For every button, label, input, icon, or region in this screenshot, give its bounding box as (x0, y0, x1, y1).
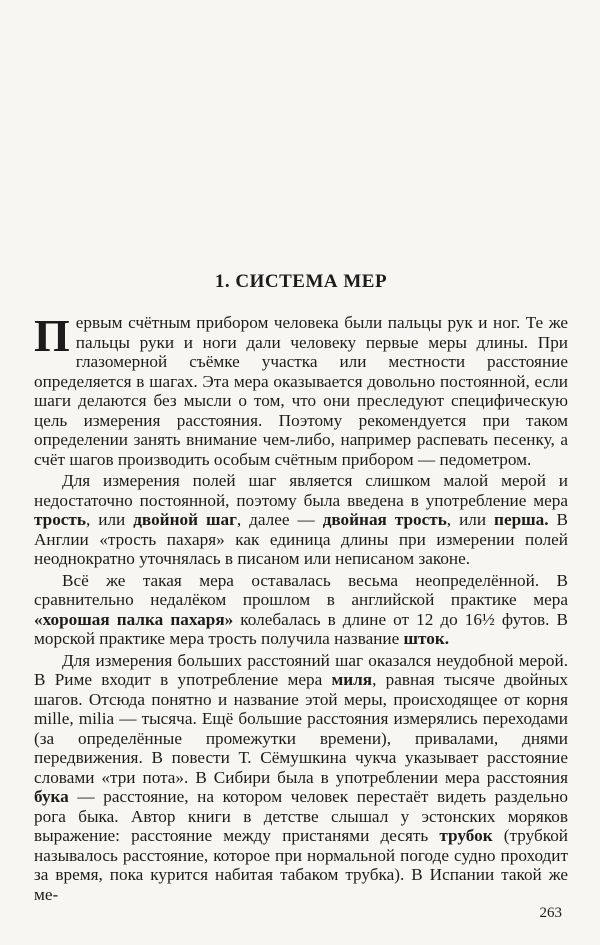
paragraph-3 (34, 571, 568, 649)
term-persha: перша. (494, 510, 549, 529)
paragraph-2-text-4: , или (446, 510, 495, 529)
paragraph-3-text-2: колебалась в длине от 12 до 16½ футов. В морской практике мера трость получила название (34, 609, 568, 648)
paragraph-2-text-1: Для измерения полей шаг является слишком малой мерой и недостаточно постоянной, поэтому была введена в употребление мера (34, 471, 568, 510)
term-khoroshaya-palka: «хорошая палка пахаря» (34, 609, 234, 629)
section-heading: 1. СИСТЕМА МЕР (214, 271, 388, 292)
paragraph-1-text: ервым счётным прибором человека были пальцы рук и ног. Те же пальцы руки и ноги дали человеку первые меры длины. При глазомерной съёмке участка или местности расстояние определяется в шагах. Эта мера оказывается довольно постоянной, если шаги делаются без мысли о том, что они преследуют специфическую цель измерения расстояния. Поэтому рекомендуется при таком определении занять внимание чем-либо, например распевать песенку, а счёт шагов производить особым счётным прибором — педометром. (34, 313, 568, 469)
page-number: 263 (539, 905, 562, 921)
paragraph-2-text-3: , далее — (236, 510, 323, 529)
paragraph-2-text-2: , или (85, 510, 134, 529)
paragraph-1 (34, 310, 568, 469)
paragraph-2-text-5: В Англии «трость пахаря» как единица длины при измерении полей неоднократно уточнялась в писаном или неписаном законе. (34, 510, 568, 568)
paragraph-2 (34, 471, 568, 569)
term-buka: бука (34, 787, 69, 806)
term-trost: трость (34, 510, 86, 529)
paragraph-4 (34, 651, 568, 905)
term-milya: миля (331, 670, 373, 689)
term-dvoynoy-shag: двойной шаг (133, 510, 237, 529)
term-dvoynaya-trost: двойная трость (322, 510, 447, 529)
body-text (34, 310, 569, 906)
term-shtok: шток. (403, 629, 450, 648)
term-trubok: трубок (439, 826, 493, 845)
paragraph-4-text-1: Для измерения больших расстояний шаг оказался неудобной мерой. В Риме входит в употребление мера (34, 650, 568, 689)
drop-cap: П (34, 310, 70, 361)
paragraph-4-text-2: , равная тысяче двойных шагов. Отсюда понятно и название этой меры, происходящее от корня mille, milia — тысяча. Ещё большие расстояния измерялись переходами (за определённые промежутки времени), привалами, днями передвижения. В повести Т. Сёмушкина чукча указывает расстояние словами «три пота». В Сибири была в употреблении мера расстояния (34, 670, 569, 787)
paragraph-4-text-3: — расстояние, на котором человек перестаёт видеть раздельно рога быка. Автор книги в детстве слышал у эстонских моряков выражение: расстояние между пристанями десять (34, 787, 568, 845)
paragraph-3-text-1: Всё же такая мера оставалась весьма неопределённой. В сравнительно недалёком прошлом в английской практике мера (34, 570, 568, 609)
book-page (34, 0, 568, 945)
paragraph-4-text-4: (трубкой называлось расстояние, которое при нормальной погоде судно проходит за время, пока курится набитая табаком трубка). В Испании такой же ме- (34, 826, 568, 904)
